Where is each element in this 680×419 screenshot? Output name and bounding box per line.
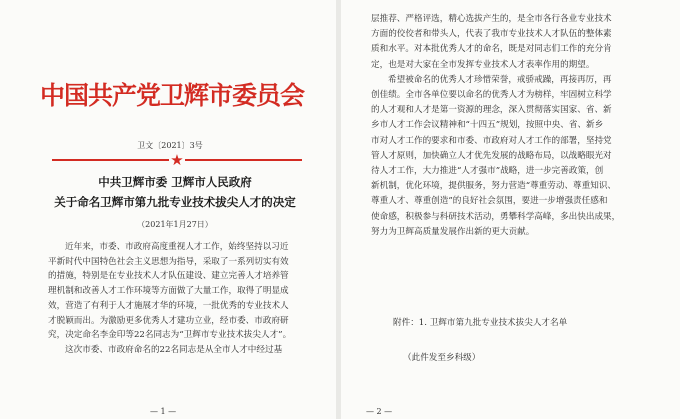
body-line: 效，营造了有利于人才施展才华的环境，一批优秀的专业技术人 — [48, 300, 289, 311]
document-title-line-2: 关于命名卫辉市第九批专业技术拔尖人才的决定 — [54, 195, 296, 209]
body-line: 管人才原则，加快确立人才优先发展的战略布局，以战略眼光对 — [371, 150, 612, 161]
body-line: 努力为卫辉高质量发展作出新的更大贡献。 — [371, 226, 535, 237]
body-line: 创佳绩。全市各单位要以命名的优秀人才为榜样，牢固树立科学 — [371, 90, 612, 101]
body-line: 尊重人才、尊重创造”的良好社会氛围，要进一步增强责任感和 — [371, 196, 608, 207]
page-number: — 2 — — [366, 407, 393, 416]
body-line: 层推荐、严格评选，精心选拔产生的，是全市各行各业专业技术 — [371, 14, 612, 24]
document-date: （2021年1月27日） — [137, 220, 213, 229]
body-line: 使命感，积极参与科研技术活动，勇攀科学高峰，多出快出成果， — [371, 211, 621, 222]
red-header-title: 中国共产党卫辉市委员会 — [40, 81, 305, 110]
body-line: 平新时代中国特色社会主义思想为指导，采取了一系列切实有效 — [48, 256, 289, 267]
body-line: 希望被命名的优秀人才珍惜荣誉，戒骄戒躁，再接再厉，再 — [388, 74, 612, 85]
body-line: 的人才观和人才是第一资源的理念，深入贯彻落实国家、省、新 — [371, 105, 612, 116]
distribution-note: （此件发至乡科级） — [403, 353, 481, 363]
attachment-line: 附件：1. 卫辉市第九批专业技术拔尖人才名单 — [393, 318, 568, 328]
body-line: 才脱颖而出。为激励更多优秀人才建功立业，经市委、市政府研 — [48, 315, 289, 326]
star-icon: ★ — [170, 151, 184, 169]
document-title-line-1: 中共卫辉市委 卫辉市人民政府 — [98, 175, 252, 189]
body-line: 乡市人才工作会议精神和“十四五”规划，按照中央、省、新乡 — [371, 120, 604, 131]
right-page — [341, 0, 680, 419]
body-line: 这次市委、市政府命名的22名同志是从全市人才中经过基 — [65, 344, 283, 355]
body-line: 新机制，优化环境，提供服务，努力营造“尊重劳动、尊重知识、 — [371, 181, 617, 192]
body-line: 理机制和改善人才工作环境等方面做了大量工作，取得了明显成 — [48, 286, 289, 297]
body-line: 的措施，特别是在专业技术人才队伍建设、建立完善人才培养管 — [48, 271, 289, 282]
page-number: — 1 — — [150, 407, 177, 416]
body-line: 近年来，市委、市政府高度重视人才工作，始终坚持以习近 — [65, 242, 289, 252]
left-page-body — [48, 240, 316, 358]
left-page — [0, 0, 336, 419]
body-line: 定，也是对大家在全市发挥专业技术人才表率作用的期望。 — [371, 59, 595, 70]
body-line: 究，决定命名李金印等22名同志为“卫辉市专业技术拔尖人才”。 — [48, 330, 292, 341]
body-line: 待人才工作，大力推进“人才强市”战略，进一步完善政策，创 — [371, 166, 604, 177]
document-number: 卫文〔2021〕3号 — [137, 141, 203, 150]
body-line: 方面的佼佼者和带头人，代表了我市专业技术人才队伍的整体素 — [371, 29, 612, 40]
body-line: 质和水平。对本批优秀人才的命名，既是对同志们工作的充分肯 — [371, 44, 612, 55]
right-page-body — [371, 12, 653, 240]
body-line: 市对人才工作的要求和市委、市政府对人才工作的部署，坚持党 — [371, 135, 612, 146]
